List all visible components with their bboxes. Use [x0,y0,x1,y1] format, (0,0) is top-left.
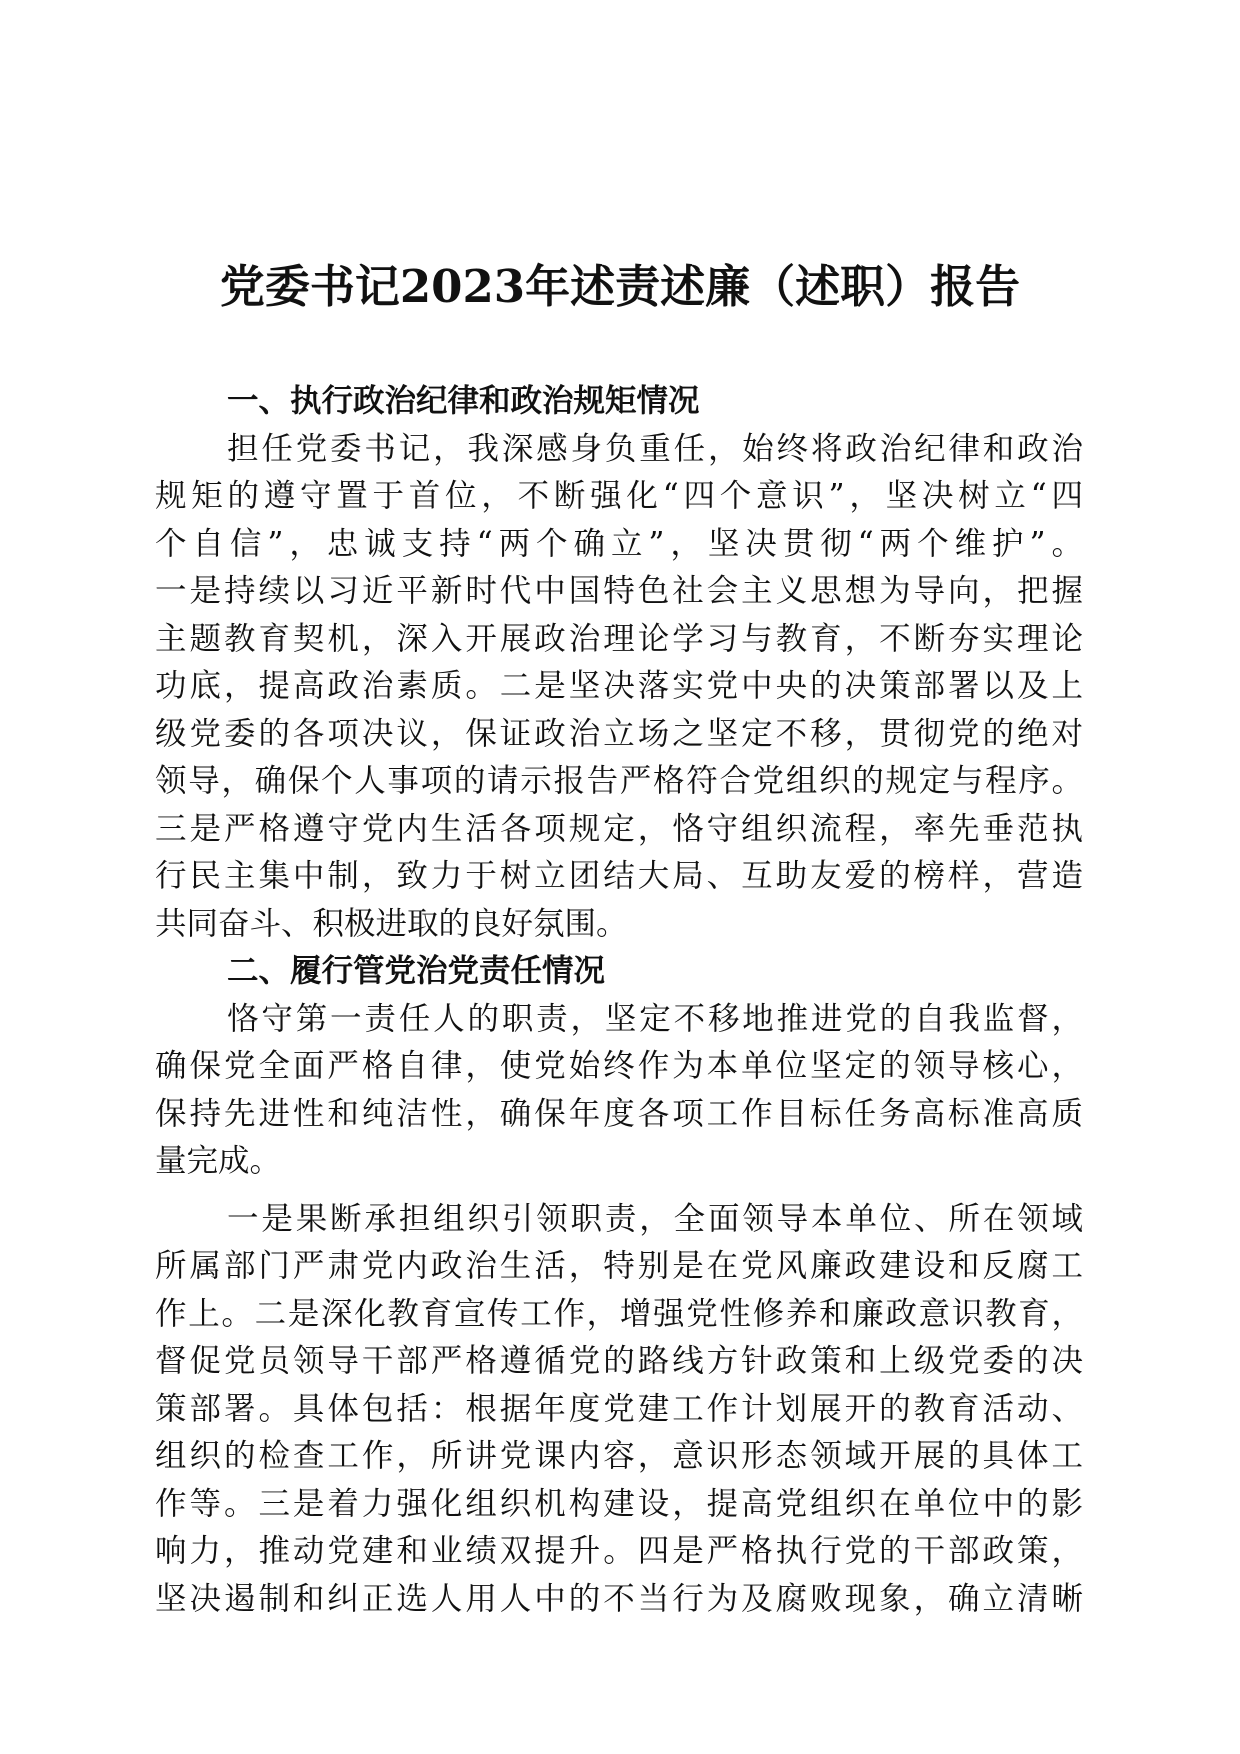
paragraph-line: 保持先进性和纯洁性，确保年度各项工作目标任务高标准高质 [155,1095,1083,1132]
paragraph-line: 组织的检查工作，所讲党课内容，意识形态领域开展的具体工 [155,1438,1083,1474]
section-heading-1: 一、执行政治纪律和政治规矩情况 [227,383,700,419]
paragraph-line: 一是持续以习近平新时代中国特色社会主义思想为导向，把握 [155,573,1083,609]
paragraph-line: 作等。三是着力强化组织机构建设，提高党组织在单位中的影 [155,1485,1083,1522]
paragraph-line: 行民主集中制，致力于树立团结大局、互助友爱的榜样，营造 [155,858,1083,894]
paragraph-line: 领导，确保个人事项的请示报告严格符合党组织的规定与程序。 [155,763,1083,799]
paragraph-line: 个自信”，忠诚支持“两个确立”，坚决贯彻“两个维护”。 [155,525,1083,562]
paragraph-line: 坚决遏制和纠正选人用人中的不当行为及腐败现象，确立清晰 [155,1580,1083,1617]
paragraph-line: 所属部门严肃党内政治生活，特别是在党风廉政建设和反腐工 [155,1248,1083,1284]
paragraph-spacer [155,1186,1083,1196]
paragraph-line: 规矩的遵守置于首位，不断强化“四个意识”，坚决树立“四 [155,478,1083,514]
paragraph-line: 级党委的各项决议，保证政治立场之坚定不移，贯彻党的绝对 [155,715,1083,752]
section-2-paragraph-2 [155,1196,1083,1624]
section-1-paragraph [155,426,1083,949]
paragraph-line: 一是果断承担组织引领职责，全面领导本单位、所在领域 [227,1200,1083,1237]
section-heading-2: 二、履行管党治党责任情况 [227,953,606,989]
paragraph-line: 共同奋斗、积极进取的良好氛围。 [155,905,628,942]
paragraph-line: 督促党员领导干部严格遵循党的路线方针政策和上级党委的决 [155,1343,1083,1379]
paragraph-line: 恪守第一责任人的职责，坚定不移地推进党的自我监督， [227,1000,1083,1037]
paragraph-line: 策部署。具体包括：根据年度党建工作计划展开的教育活动、 [155,1390,1083,1427]
paragraph-line: 主题教育契机，深入开展政治理论学习与教育，不断夯实理论 [155,620,1083,657]
paragraph-line: 确保党全面严格自律，使党始终作为本单位坚定的领导核心， [155,1048,1083,1084]
document-title: 党委书记2023年述责述廉（述职）报告 [219,260,1021,313]
paragraph-line: 作上。二是深化教育宣传工作，增强党性修养和廉政意识教育， [155,1295,1083,1332]
paragraph-line: 担任党委书记，我深感身负重任，始终将政治纪律和政治 [227,430,1083,467]
paragraph-line: 量完成。 [155,1143,282,1179]
paragraph-line: 三是严格遵守党内生活各项规定，恪守组织流程，率先垂范执 [155,810,1083,847]
section-2-paragraph-1 [155,996,1083,1186]
paragraph-line: 响力，推动党建和业绩双提升。四是严格执行党的干部政策， [155,1533,1083,1569]
document-body [155,378,1083,1623]
paragraph-line: 功底，提高政治素质。二是坚决落实党中央的决策部署以及上 [155,668,1083,704]
